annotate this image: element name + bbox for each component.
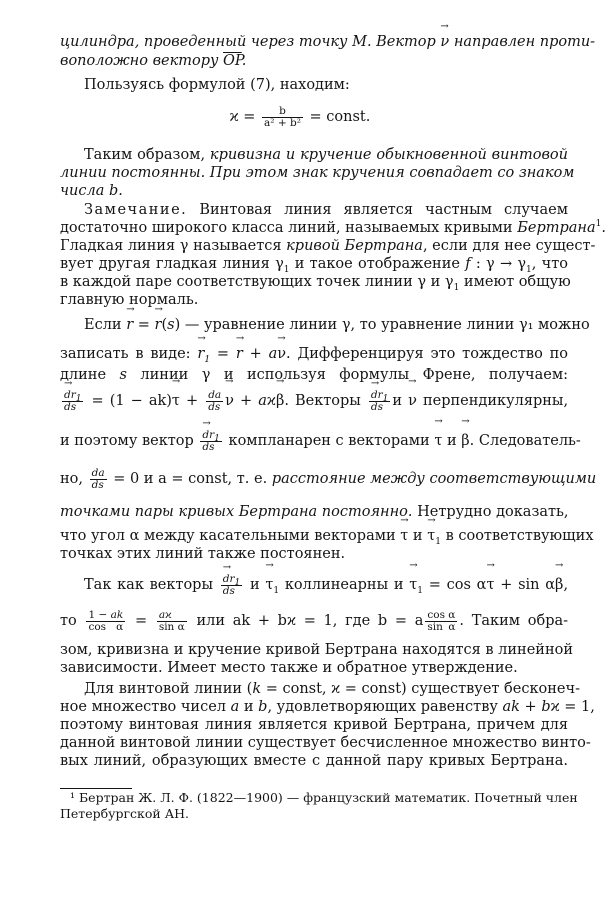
para-r-line-4: → $\frac{dr_1}{ds}$ = (1 − ak)→ τ + $\frac{da}{ds}$ → ν + aϰ→ β. Векторы → $\frac{dr_1}{ds}$ и → ν перпендикулярны, bbox=[60, 388, 568, 414]
final-line-3: поэтому винтовая линия является кривой Бертрана, причем для bbox=[60, 717, 568, 733]
para-col-l2c: . Таким обра- bbox=[459, 613, 569, 629]
remark-line-6: главную нормаль. bbox=[60, 292, 199, 308]
para-r-l1a: Если bbox=[84, 317, 122, 333]
kappa-rhs: = const. bbox=[309, 109, 371, 125]
para-col-line-2: то $\frac{1 - ak}{\text{cos α}}$ = $\frac{aϰ}{\text{sin α}}$ или ak + bϰ = 1, где b = a $\frac{\text{cos α}}{\text{sin α}}$ . Таким обра- bbox=[60, 608, 569, 633]
para-r-l8a: что угол α между касательными векторами bbox=[60, 528, 396, 544]
remark-line-5: в каждой паре соответствующих точек линии γ и $\gamma_1$ имеют общую bbox=[60, 274, 571, 293]
para-col-l2a: то bbox=[60, 613, 77, 629]
para-r-l2b: . Дифференцируя это тождество по bbox=[286, 346, 569, 362]
para-col-l1b: и bbox=[249, 577, 260, 593]
para-col-l1a: Так как векторы bbox=[84, 577, 213, 593]
line-top-1: цилиндра, проведенный через точку M. Вектор → ν направлен проти- bbox=[60, 33, 568, 51]
conclusion-line-1: Таким образом, кривизна и кручение обыкновенной винтовой bbox=[84, 147, 568, 163]
remark-line-1 bbox=[84, 201, 568, 219]
para-r-line-6: но, $\frac{da}{ds}$ = 0 и a = const, т. е. расстояние между соответствующими bbox=[60, 466, 597, 491]
kappa-lhs: ϰ = bbox=[229, 109, 256, 125]
final-line-2: ное множество чисел a и b, удовлетворяющих равенству ak + bϰ = 1, bbox=[60, 699, 595, 715]
vector-nu: → ν bbox=[440, 33, 449, 51]
para-r-l8c: в соответствующих bbox=[445, 528, 594, 544]
para-r-line-5: и поэтому вектор → $\frac{dr_1}{ds}$ компланарен с векторами → τ и → β. Следователь- bbox=[60, 428, 568, 454]
para-r-l4a: = (1 − ak) bbox=[91, 393, 172, 409]
para-col-l1e: + sin α bbox=[500, 577, 556, 593]
para-r-l4c: и bbox=[392, 393, 403, 409]
footnote-line-1: ¹ Бертран Ж. Л. Ф. (1822—1900) — французский математик. Почетный член bbox=[70, 790, 578, 805]
remark-label: Замечание. bbox=[84, 202, 188, 218]
para-r-l5d: . Следователь- bbox=[469, 433, 581, 449]
para-r-line-3: длине s линии γ и используя формулы Френе, получаем: bbox=[60, 367, 568, 383]
para-r-line-8: что угол α между касательными векторами → τ $и \to \tau_1$ в соответствующих bbox=[60, 527, 568, 545]
remark-line-4: вует другая гладкая линия $\gamma_1$ и такое отображение f : $\gamma \to \gamma_1$, что bbox=[60, 256, 568, 275]
final-line-4: данной винтовой линии существует бесчисленное множество винто- bbox=[60, 735, 591, 751]
vector-op: $\overline{OP}$ bbox=[223, 53, 242, 69]
line-top-2: воположно вектору $\overline{OP}$. bbox=[60, 53, 247, 69]
para-r-line-1: Если → r = → r(s) — уравнение линии γ, то уравнение линии γ₁ можно bbox=[84, 316, 568, 334]
remark-line1-rest: Винтовая линия является частным случаем bbox=[199, 202, 568, 218]
para-r-l5b: компланарен с векторами bbox=[228, 433, 430, 449]
conclusion-line-3: числа b. bbox=[60, 183, 123, 199]
para-col-line-3: зом, кривизна и кручение кривой Бертрана находятся в линейной bbox=[60, 642, 574, 658]
para-col-line-1: Так как векторы → $\frac{dr_1}{ds}$ $и \to \tau_1$ коллинеарны $и \to \tau_1 = \cos \alpha\to \tau + \sin \alpha\to \beta$, bbox=[84, 572, 568, 598]
para-r-l8b: и bbox=[412, 528, 423, 544]
final-line-1: Для винтовой линии (k = const, ϰ = const) существует бесконеч- bbox=[84, 681, 581, 697]
para-r-l6c: расстояние между соответствующими bbox=[271, 471, 597, 487]
para-r-l2a: записать в виде: bbox=[60, 346, 191, 362]
conclusion-line-2: линии постоянны. При этом знак кручения совпадает со знаком bbox=[60, 165, 575, 181]
para-r-l6b: = 0 и a = const, т. е. bbox=[113, 471, 268, 487]
para-r-line-2: записать в виде: → $r_1$ = → r + a→ ν. Дифференцируя это тождество по bbox=[60, 345, 568, 363]
para-r-l6a: но, bbox=[60, 471, 84, 487]
kappa-denominator: a² + b² bbox=[264, 116, 301, 129]
para-col-line-4: зависимости. Имеет место также и обратное утверждение. bbox=[60, 660, 518, 676]
para-col-l1d: = cos α bbox=[428, 577, 487, 593]
footnote-line-2: Петербургской АН. bbox=[60, 806, 190, 821]
para-r-l5a: и поэтому вектор bbox=[60, 433, 194, 449]
para-r-l4b: . Векторы bbox=[284, 393, 361, 409]
kappa-formula bbox=[0, 104, 600, 130]
para-r-l4d: перпендикулярны, bbox=[422, 393, 569, 409]
footnote-rule bbox=[60, 788, 132, 789]
para-r-l7a: точками пары кривых Бертрана постоянно. bbox=[60, 504, 413, 520]
formula-intro: Пользуясь формулой (7), находим: bbox=[84, 77, 350, 93]
para-r-l5c: и bbox=[446, 433, 457, 449]
para-col-l2b: или ak + bϰ = 1, где b = a bbox=[196, 613, 424, 629]
remark-line-3: Гладкая линия γ называется кривой Бертрана, если для нее сущест- bbox=[60, 238, 596, 254]
para-r-l1b: — уравнение линии γ, то уравнение линии γ₁ можно bbox=[184, 317, 590, 333]
kappa-numerator: b bbox=[262, 106, 303, 118]
kappa-fraction bbox=[262, 106, 303, 129]
para-r-line-7 bbox=[60, 503, 568, 521]
para-col-l1c: коллинеарны и bbox=[284, 577, 404, 593]
para-r-line-9: точках этих линий также постоянен. bbox=[60, 546, 346, 562]
para-r-l7b: Нетрудно доказать, bbox=[417, 504, 569, 520]
final-line-5: вых линий, образующих вместе с данной пару кривых Бертрана. bbox=[60, 753, 568, 769]
remark-line-2: достаточно широкого класса линий, называемых кривыми Бертрана$^1$. bbox=[60, 219, 606, 236]
